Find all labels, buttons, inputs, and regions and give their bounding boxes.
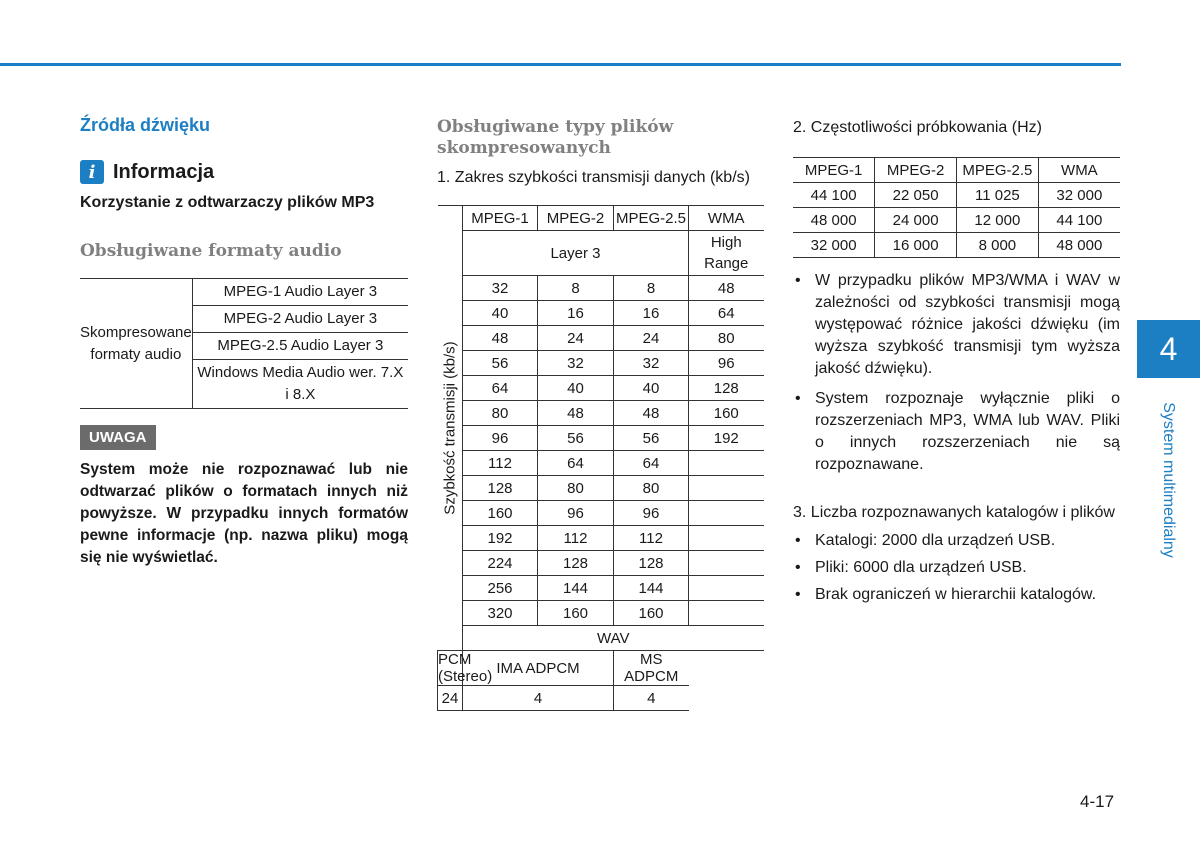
table-cell: 44 100 [1038, 208, 1120, 233]
table-cell: 96 [538, 501, 614, 526]
table-cell: 160 [689, 401, 764, 426]
table-cell: 96 [614, 501, 689, 526]
section-title: Źródła dźwięku [80, 115, 211, 135]
wma-range-label: High Range [689, 231, 764, 276]
bitrate-table [437, 205, 764, 711]
table-row [438, 301, 764, 326]
bitrate-table-wrap [437, 205, 763, 711]
table-row [438, 351, 764, 376]
table-cell: 40 [614, 376, 689, 401]
notes-list [793, 270, 1120, 476]
table-cell: 32 [614, 351, 689, 376]
table-row [438, 551, 764, 576]
table-cell: 192 [463, 526, 538, 551]
table-cell: 48 [614, 401, 689, 426]
table-cell: 40 [463, 301, 538, 326]
table-cell: 48 000 [1038, 233, 1120, 258]
table-cell: 112 [614, 526, 689, 551]
wav-value-cell: 4 [463, 686, 614, 711]
table-cell: 96 [689, 351, 764, 376]
table-cell: 16 [614, 301, 689, 326]
table-cell: 56 [463, 351, 538, 376]
format-cell: MPEG-1 Audio Layer 3 [192, 279, 408, 306]
table-cell: 128 [538, 551, 614, 576]
wav-value-cell: 24 [438, 686, 463, 711]
table-cell: 128 [463, 476, 538, 501]
table-row [793, 208, 1120, 233]
table-cell: 144 [614, 576, 689, 601]
warning-text: System może nie rozpoznawać lub nie odtwarzać plików o formatach innych niż powyższe. W przypadku innych formatów pewne informacje (np. nazwa pliku) mogą się nie wyświetlać. [80, 461, 408, 566]
sampling-item: 2. Częstotliwości próbkowania (Hz) [793, 119, 1042, 136]
wav-value-cell: 4 [614, 686, 689, 711]
table-cell: 8 000 [957, 233, 1039, 258]
table-cell: 192 [689, 426, 764, 451]
format-cell: MPEG-2.5 Audio Layer 3 [192, 333, 408, 360]
table-cell: 24 [614, 326, 689, 351]
list-item: • Katalogi: 2000 dla urządzeń USB. [793, 530, 1120, 552]
table-cell: 64 [614, 451, 689, 476]
chapter-tab: 4 [1137, 320, 1200, 378]
header-cell: WMA [1038, 158, 1120, 183]
table-cell [689, 551, 764, 576]
table-cell: 80 [689, 326, 764, 351]
table-cell: 112 [538, 526, 614, 551]
table-cell: 160 [538, 601, 614, 626]
table-row [793, 233, 1120, 258]
middle-column [437, 117, 763, 711]
table-cell: 320 [463, 601, 538, 626]
layer-label: Layer 3 [463, 231, 689, 276]
table-cell: 24 [538, 326, 614, 351]
compressed-heading: Obsługiwane typy plików skompresowanych [437, 117, 674, 158]
table-cell [689, 576, 764, 601]
table-cell [689, 501, 764, 526]
wav-label: WAV [463, 626, 764, 651]
bitrate-axis [438, 206, 463, 651]
table-cell: 48 [689, 276, 764, 301]
table-cell: 144 [538, 576, 614, 601]
right-column [793, 117, 1120, 611]
table-cell: 16 [538, 301, 614, 326]
bitrate-axis-label: Szybkość transmisji (kb/s) [441, 341, 459, 515]
table-cell [689, 451, 764, 476]
table-row [438, 526, 764, 551]
table-cell: 160 [614, 601, 689, 626]
table-cell: 64 [689, 301, 764, 326]
audio-formats-table [80, 278, 408, 409]
page-number: 4-17 [1080, 792, 1115, 811]
table-cell: 32 [538, 351, 614, 376]
table-cell: 11 025 [957, 183, 1039, 208]
top-rule [0, 63, 1121, 66]
limits-list [793, 530, 1120, 606]
table-cell: 160 [463, 501, 538, 526]
table-cell: 12 000 [957, 208, 1039, 233]
table-cell: 48 [538, 401, 614, 426]
table-row [438, 451, 764, 476]
info-icon: i [80, 160, 104, 184]
table-row [438, 401, 764, 426]
table-cell: 56 [614, 426, 689, 451]
header-cell: MPEG-2.5 [614, 206, 689, 231]
table-cell: 128 [614, 551, 689, 576]
table-cell: 256 [463, 576, 538, 601]
table-cell [689, 601, 764, 626]
table-row [438, 501, 764, 526]
table-row [438, 576, 764, 601]
table-cell: 80 [463, 401, 538, 426]
table-cell [689, 526, 764, 551]
table-cell: 224 [463, 551, 538, 576]
header-cell: MPEG-1 [793, 158, 875, 183]
info-subtitle: Korzystanie z odtwarzaczy plików MP3 [80, 194, 375, 211]
header-cell: MPEG-1 [463, 206, 538, 231]
table-cell: 128 [689, 376, 764, 401]
table-cell: 80 [614, 476, 689, 501]
table-row [793, 183, 1120, 208]
table-cell: 8 [538, 276, 614, 301]
header-cell: MPEG-2 [538, 206, 614, 231]
header-cell: MPEG-2.5 [957, 158, 1039, 183]
info-header [80, 160, 408, 184]
header-cell: WMA [689, 206, 764, 231]
chapter-label: System multimedialny [1160, 402, 1177, 558]
table-row [438, 326, 764, 351]
table-row [438, 426, 764, 451]
warning-badge: UWAGA [80, 425, 156, 450]
table-cell: 96 [463, 426, 538, 451]
list-item: • Brak ograniczeń w hierarchii katalogów. [793, 584, 1120, 606]
format-cell: Windows Media Audio wer. 7.X i 8.X [192, 360, 408, 409]
table-cell: 48 [463, 326, 538, 351]
table-cell [689, 476, 764, 501]
format-cell: MPEG-2 Audio Layer 3 [192, 306, 408, 333]
table-cell: 64 [538, 451, 614, 476]
table-cell: 112 [463, 451, 538, 476]
wav-header-cell: IMA ADPCM [463, 651, 614, 686]
table-cell: 24 000 [875, 208, 957, 233]
list-item: • W przypadku plików MP3/WMA i WAV w zależności od szybkości transmisji mogą występować różnice jakości dźwięku (im wyższa szybkość transmisji tym wyższa jakość dźwięku). [793, 270, 1120, 380]
wav-header-cell: MS ADPCM [614, 651, 689, 686]
table-cell: 40 [538, 376, 614, 401]
wav-header-cell: PCM (Stereo) [438, 651, 493, 685]
table-cell: 56 [538, 426, 614, 451]
table-cell: 16 000 [875, 233, 957, 258]
table-cell: 32 000 [1038, 183, 1120, 208]
header-cell: MPEG-2 [875, 158, 957, 183]
list-item: • Pliki: 6000 dla urządzeń USB. [793, 557, 1120, 579]
left-column [80, 115, 408, 569]
table-cell: 80 [538, 476, 614, 501]
table-cell: 22 050 [875, 183, 957, 208]
catalog-item: 3. Liczba rozpoznawanych katalogów i plików [793, 504, 1115, 521]
table-row [438, 476, 764, 501]
table-cell: 48 000 [793, 208, 875, 233]
table-cell: 32 000 [793, 233, 875, 258]
list-item: • System rozpoznaje wyłącznie pliki o rozszerzeniach MP3, WMA lub WAV. Pliki o innych rozszerzeniach nie są rozpoznawane. [793, 388, 1120, 476]
table-row [438, 376, 764, 401]
audio-formats-heading: Obsługiwane formaty audio [80, 241, 342, 261]
sampling-table [793, 157, 1120, 258]
table-cell: 44 100 [793, 183, 875, 208]
formats-group-label: Skompresowane formaty audio [80, 279, 192, 409]
info-title: Informacja [113, 160, 215, 183]
table-row [438, 601, 764, 626]
table-cell: 8 [614, 276, 689, 301]
table-cell: 64 [463, 376, 538, 401]
bitrate-item: 1. Zakres szybkości transmisji danych (kb/s) [437, 169, 750, 186]
table-cell: 32 [463, 276, 538, 301]
table-row [438, 276, 764, 301]
